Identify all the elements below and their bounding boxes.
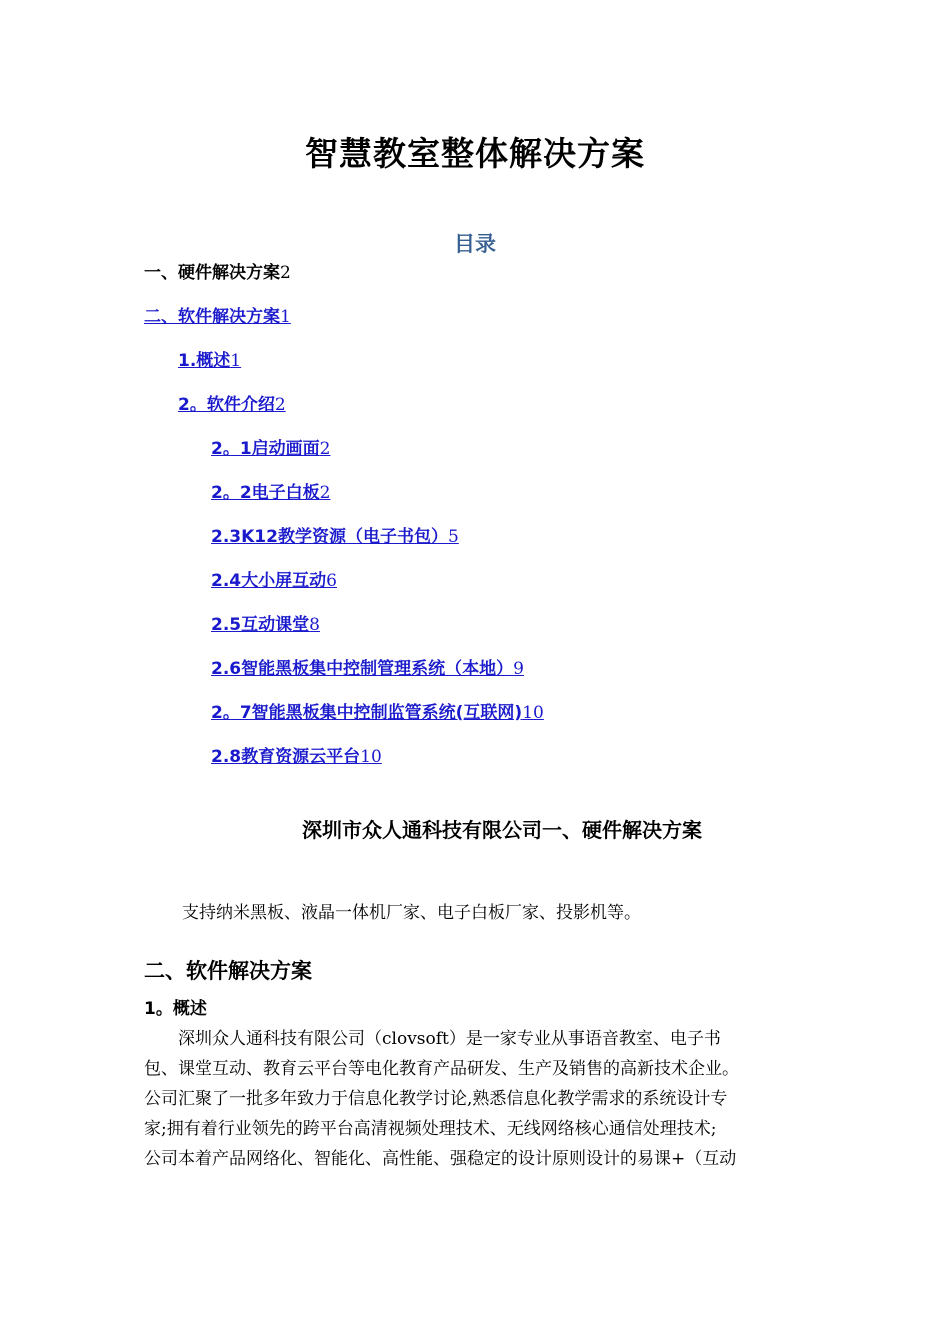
toc-item-hardware[interactable]: 一、硬件解决方案2 [144,263,291,283]
toc-item-local-control[interactable]: 2.6智能黑板集中控制管理系统（本地）9 [211,659,524,679]
paragraph-line: 公司本着产品网络化、智能化、高性能、强稳定的设计原则设计的易课+（互动 [144,1149,737,1169]
toc-item-whiteboard[interactable]: 2。2电子白板2 [211,483,331,503]
subsection-heading-overview: 1。概述 [144,999,207,1019]
paragraph-line: 公司汇聚了一批多年致力于信息化教学讨论,熟悉信息化教学需求的系统设计专 [144,1089,728,1109]
toc-item-screen-interaction[interactable]: 2.4大小屏互动6 [211,571,337,591]
toc-item-splash-screen[interactable]: 2。1启动画面2 [211,439,331,459]
paragraph-line: 深圳众人通科技有限公司（clovsoft）是一家专业从事语音教室、电子书 [178,1029,721,1049]
toc-item-cloud-platform[interactable]: 2.8教育资源云平台10 [211,747,382,767]
toc-item-interactive-class[interactable]: 2.5互动课堂8 [211,615,320,635]
page-title: 智慧教室整体解决方案 [305,134,645,173]
section-heading-software: 二、软件解决方案 [144,959,312,983]
overview-paragraph [144,1024,810,1174]
toc-item-internet-control[interactable]: 2。7智能黑板集中控制监管系统(互联网)10 [211,703,544,723]
toc-item-software[interactable]: 二、软件解决方案1 [144,307,291,327]
hardware-paragraph: 支持纳米黑板、液晶一体机厂家、电子白板厂家、投影机等。 [182,903,641,923]
company-heading: 深圳市众人通科技有限公司一、硬件解决方案 [302,818,702,842]
toc-heading: 目录 [454,232,496,256]
paragraph-line: 包、课堂互动、教育云平台等电化教育产品研发、生产及销售的高新技术企业。 [144,1059,739,1079]
toc-item-software-intro[interactable]: 2。软件介绍2 [178,395,286,415]
paragraph-line: 家;拥有着行业领先的跨平台高清视频处理技术、无线网络核心通信处理技术; [144,1119,717,1139]
toc-item-k12-resources[interactable]: 2.3K12教学资源（电子书包）5 [211,527,459,547]
toc-item-overview[interactable]: 1.概述1 [178,351,242,371]
